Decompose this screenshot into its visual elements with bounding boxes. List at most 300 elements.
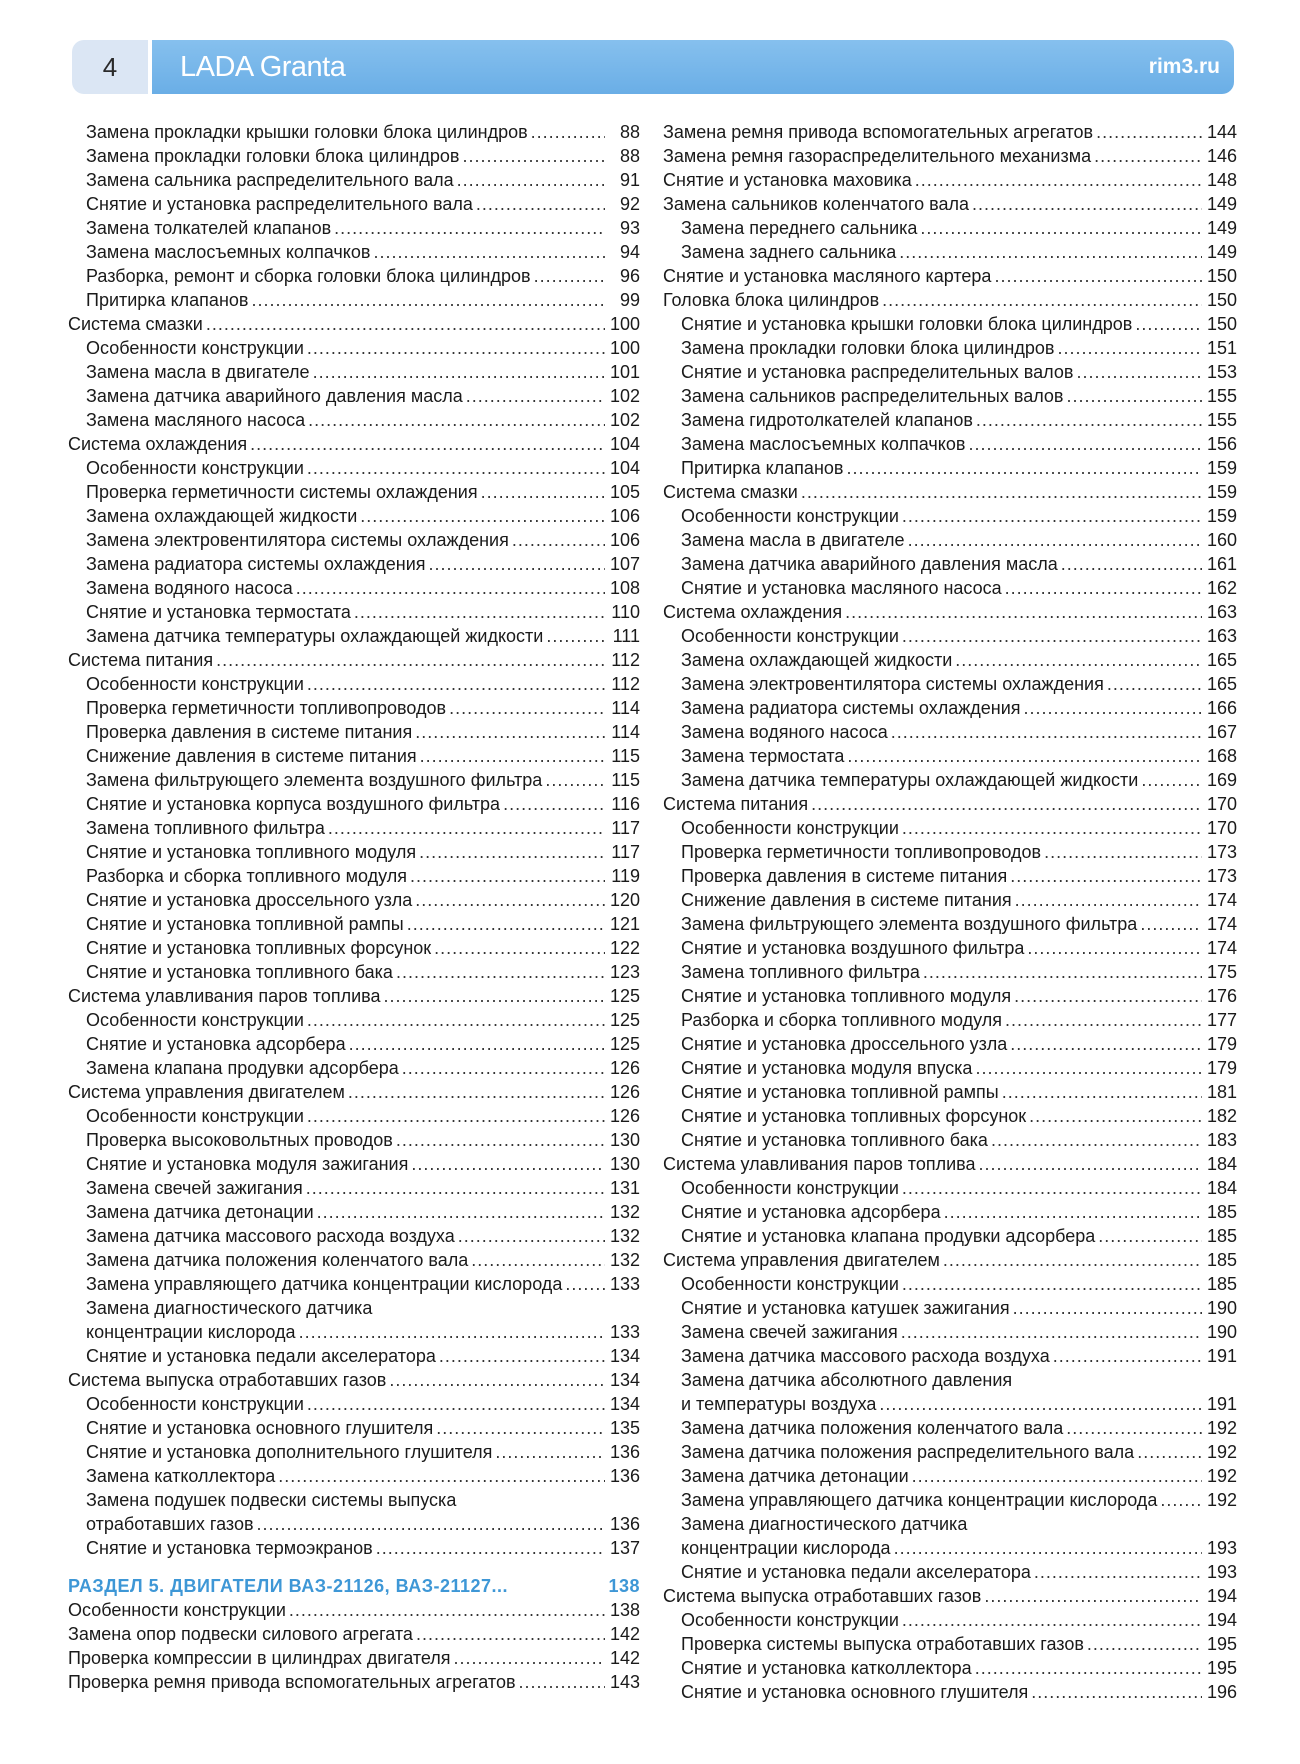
- toc-chapter-entry[interactable]: [663, 792, 1237, 816]
- toc-entry-title: Замена диагностического датчика: [681, 1514, 968, 1534]
- toc-entry[interactable]: [663, 816, 1237, 840]
- toc-entry[interactable]: [663, 1200, 1237, 1224]
- toc-entry-title: Особенности конструкции: [86, 674, 304, 694]
- toc-entry[interactable]: [663, 528, 1237, 552]
- toc-entry-title: Замена датчика положения коленчатого вала: [681, 1418, 1064, 1438]
- toc-dot-leader: [1094, 144, 1202, 168]
- toc-entry[interactable]: [68, 1416, 640, 1440]
- toc-dot-leader: [991, 1128, 1202, 1152]
- toc-dot-leader: [1076, 360, 1202, 384]
- toc-entry[interactable]: [663, 1440, 1237, 1464]
- toc-entry-title: Снятие и установка термоэкранов: [86, 1538, 373, 1558]
- toc-entry[interactable]: [663, 216, 1237, 240]
- toc-entry-title: Замена свечей зажигания: [86, 1178, 303, 1198]
- toc-entry[interactable]: [68, 672, 640, 696]
- toc-page-number: 156: [1206, 434, 1237, 454]
- toc-dot-leader: [296, 576, 605, 600]
- toc-entry[interactable]: [68, 696, 640, 720]
- toc-dot-leader: [402, 1056, 605, 1080]
- toc-entry[interactable]: [68, 1320, 640, 1344]
- toc-dot-leader: [471, 1248, 605, 1272]
- toc-entry[interactable]: [68, 624, 640, 648]
- toc-entry[interactable]: [68, 360, 640, 384]
- toc-entry[interactable]: [68, 192, 640, 216]
- toc-entry[interactable]: [663, 984, 1237, 1008]
- toc-chapter-entry[interactable]: [663, 1248, 1237, 1272]
- toc-entry-title: Замена масла в двигателе: [681, 530, 905, 550]
- toc-page-number: 163: [1206, 602, 1237, 622]
- toc-dot-leader: [1107, 672, 1202, 696]
- toc-page-number: 168: [1206, 746, 1237, 766]
- toc-entry-title: Снятие и установка педали акселератора: [86, 1346, 436, 1366]
- toc-entry[interactable]: [663, 240, 1237, 264]
- toc-entry-title: и температуры воздуха: [681, 1394, 877, 1414]
- toc-dot-leader: [503, 792, 605, 816]
- book-title: LADA Granta: [180, 51, 346, 83]
- toc-entry[interactable]: [663, 384, 1237, 408]
- toc-entry-title: Замена ремня газораспределительного механизма: [663, 146, 1092, 166]
- toc-entry[interactable]: [68, 1392, 640, 1416]
- toc-page-number: 146: [1206, 146, 1237, 166]
- toc-dot-leader: [307, 672, 605, 696]
- toc-page-number: 125: [609, 1034, 640, 1054]
- toc-entry[interactable]: [663, 1296, 1237, 1320]
- toc-entry[interactable]: [68, 456, 640, 480]
- toc-entry[interactable]: [68, 1224, 640, 1248]
- toc-page-number: 169: [1206, 770, 1237, 790]
- toc-entry-title: Замена переднего сальника: [681, 218, 918, 238]
- toc-dot-leader: [457, 168, 605, 192]
- toc-entry[interactable]: [68, 1032, 640, 1056]
- toc-entry-title: Снятие и установка распределительного вала: [86, 194, 473, 214]
- toc-dot-leader: [349, 1032, 605, 1056]
- toc-page-number: 170: [1206, 794, 1237, 814]
- toc-chapter-entry[interactable]: [68, 984, 640, 1008]
- toc-entry-title: Проверка давления в системе питания: [86, 722, 413, 742]
- toc-page-number: 134: [609, 1370, 640, 1390]
- toc-chapter-entry[interactable]: [663, 192, 1237, 216]
- toc-entry[interactable]: [663, 1056, 1237, 1080]
- toc-page-number: 136: [609, 1514, 640, 1534]
- toc-dot-leader: [976, 408, 1202, 432]
- toc-page-number: 144: [1206, 122, 1237, 142]
- toc-entry[interactable]: [663, 912, 1237, 936]
- toc-chapter-entry[interactable]: [663, 480, 1237, 504]
- toc-entry-title: Замена датчика массового расхода воздуха: [86, 1226, 455, 1246]
- toc-chapter-entry[interactable]: [68, 1646, 640, 1670]
- toc-entry[interactable]: [68, 336, 640, 360]
- toc-entry[interactable]: [68, 1128, 640, 1152]
- toc-chapter-entry[interactable]: [68, 312, 640, 336]
- toc-page-number: 184: [1206, 1178, 1237, 1198]
- toc-entry[interactable]: [663, 1320, 1237, 1344]
- toc-page-number: 112: [611, 650, 640, 670]
- toc-entry[interactable]: [68, 864, 640, 888]
- toc-dot-leader: [420, 744, 605, 768]
- toc-entry[interactable]: [663, 1656, 1237, 1680]
- toc-entry[interactable]: [663, 1224, 1237, 1248]
- toc-dot-leader: [389, 1368, 605, 1392]
- toc-page-number: 122: [609, 938, 640, 958]
- toc-entry[interactable]: [663, 1176, 1237, 1200]
- toc-chapter-entry[interactable]: [663, 264, 1237, 288]
- toc-dot-leader: [307, 1104, 605, 1128]
- toc-chapter-entry[interactable]: [663, 120, 1237, 144]
- toc-entry-title: Замена датчика детонации: [86, 1202, 314, 1222]
- toc-entry[interactable]: [68, 1440, 640, 1464]
- toc-entry-title: отработавших газов: [86, 1514, 254, 1534]
- toc-entry[interactable]: [68, 576, 640, 600]
- toc-entry[interactable]: [663, 1560, 1237, 1584]
- toc-entry[interactable]: [68, 888, 640, 912]
- toc-entry-title: Разборка, ремонт и сборка головки блока цилиндров: [86, 266, 531, 286]
- toc-entry[interactable]: [68, 1152, 640, 1176]
- toc-entry[interactable]: [663, 744, 1237, 768]
- toc-page-number: 179: [1206, 1034, 1237, 1054]
- toc-chapter-entry[interactable]: [663, 168, 1237, 192]
- toc-entry-title: Особенности конструкции: [86, 338, 304, 358]
- toc-entry[interactable]: [68, 912, 640, 936]
- toc-entry[interactable]: [68, 144, 640, 168]
- toc-entry[interactable]: [68, 168, 640, 192]
- toc-entry-title: Система смазки: [68, 314, 203, 334]
- toc-dot-leader: [944, 1200, 1202, 1224]
- toc-dot-leader: [979, 1152, 1202, 1176]
- toc-entry-title: Система управления двигателем: [663, 1250, 940, 1270]
- toc-entry[interactable]: [663, 888, 1237, 912]
- toc-entry[interactable]: [68, 720, 640, 744]
- toc-entry[interactable]: [663, 552, 1237, 576]
- toc-page-number: 125: [609, 986, 640, 1006]
- toc-entry-title: Снятие и установка педали акселератора: [681, 1562, 1031, 1582]
- toc-chapter-entry[interactable]: [68, 1622, 640, 1646]
- toc-entry-title: Система охлаждения: [663, 602, 843, 622]
- toc-page-number: 100: [609, 314, 640, 334]
- toc-entry[interactable]: [663, 1416, 1237, 1440]
- toc-page-number: 151: [1206, 338, 1237, 358]
- toc-entry[interactable]: [68, 552, 640, 576]
- toc-entry[interactable]: [663, 1392, 1237, 1416]
- toc-entry-title: РАЗДЕЛ 5. ДВИГАТЕЛИ ВАЗ-21126, ВАЗ-21127...: [68, 1576, 509, 1596]
- toc-entry[interactable]: [68, 1512, 640, 1536]
- toc-entry[interactable]: [68, 504, 640, 528]
- toc-entry[interactable]: [663, 840, 1237, 864]
- toc-dot-leader: [1029, 1104, 1202, 1128]
- toc-entry[interactable]: [663, 1536, 1237, 1560]
- toc-entry[interactable]: [68, 288, 640, 312]
- toc-section-heading[interactable]: [68, 1574, 640, 1598]
- toc-chapter-entry[interactable]: [68, 1368, 640, 1392]
- toc-dot-leader: [462, 144, 605, 168]
- toc-entry-title: Особенности конструкции: [681, 1610, 899, 1630]
- toc-entry-title: Система смазки: [663, 482, 798, 502]
- toc-entry[interactable]: [68, 264, 640, 288]
- toc-entry-title: Замена толкателей клапанов: [86, 218, 332, 238]
- toc-entry[interactable]: [68, 120, 640, 144]
- toc-dot-leader: [847, 744, 1202, 768]
- toc-entry-title: Снятие и установка клапана продувки адсорбера: [681, 1226, 1096, 1246]
- toc-entry[interactable]: [663, 1464, 1237, 1488]
- toc-entry[interactable]: [663, 456, 1237, 480]
- toc-entry[interactable]: [663, 936, 1237, 960]
- toc-entry-title: Снятие и установка топливного бака: [86, 962, 393, 982]
- toc-entry-title: Снятие и установка воздушного фильтра: [681, 938, 1025, 958]
- toc-entry[interactable]: [663, 1488, 1237, 1512]
- toc-dot-leader: [481, 480, 605, 504]
- toc-entry-title: Замена ремня привода вспомогательных агрегатов: [663, 122, 1094, 142]
- toc-entry-title: Снятие и установка топливных форсунок: [86, 938, 432, 958]
- toc-dot-leader: [1024, 696, 1202, 720]
- toc-page-number: 101: [609, 362, 640, 382]
- toc-entry[interactable]: [663, 360, 1237, 384]
- toc-entry[interactable]: [68, 1344, 640, 1368]
- toc-entry[interactable]: [68, 1008, 640, 1032]
- toc-entry[interactable]: [663, 1104, 1237, 1128]
- toc-entry[interactable]: [68, 768, 640, 792]
- toc-dot-leader: [458, 1224, 605, 1248]
- toc-page-number: 192: [1206, 1490, 1237, 1510]
- toc-entry-title: Замена радиатора системы охлаждения: [86, 554, 426, 574]
- toc-page-number: 195: [1206, 1634, 1237, 1654]
- toc-entry[interactable]: [68, 816, 640, 840]
- toc-entry[interactable]: [663, 1680, 1237, 1704]
- toc-entry-title: Снижение давления в системе питания: [86, 746, 417, 766]
- toc-dot-leader: [307, 336, 605, 360]
- toc-entry[interactable]: [68, 480, 640, 504]
- toc-entry[interactable]: [663, 648, 1237, 672]
- toc-entry[interactable]: [68, 240, 640, 264]
- toc-entry-title: Система питания: [68, 650, 214, 670]
- toc-chapter-entry[interactable]: [68, 1080, 640, 1104]
- toc-page-number: 102: [609, 386, 640, 406]
- toc-page-number: 93: [619, 218, 640, 238]
- toc-entry[interactable]: [68, 1104, 640, 1128]
- toc-dot-leader: [882, 288, 1202, 312]
- toc-entry[interactable]: [663, 1368, 1237, 1392]
- toc-entry-title: Снятие и установка масляного картера: [663, 266, 992, 286]
- toc-entry-title: Снятие и установка топливного бака: [681, 1130, 988, 1150]
- toc-entry-title: Притирка клапанов: [681, 458, 844, 478]
- toc-dot-leader: [1005, 576, 1202, 600]
- toc-entry[interactable]: [68, 936, 640, 960]
- toc-page-number: 88: [619, 146, 640, 166]
- toc-dot-leader: [899, 240, 1202, 264]
- toc-page-number: 111: [612, 626, 640, 646]
- toc-page-number: 132: [609, 1226, 640, 1246]
- toc-entry-title: Система охлаждения: [68, 434, 248, 454]
- toc-dot-leader: [416, 1622, 605, 1646]
- toc-chapter-entry[interactable]: [663, 144, 1237, 168]
- toc-entry-title: Замена сальника распределительного вала: [86, 170, 454, 190]
- toc-entry[interactable]: [663, 408, 1237, 432]
- toc-entry[interactable]: [663, 1632, 1237, 1656]
- toc-entry-title: Снятие и установка распределительных валов: [681, 362, 1074, 382]
- toc-entry-title: Замена водяного насоса: [681, 722, 888, 742]
- toc-page-number: 143: [609, 1672, 640, 1692]
- toc-entry-title: Замена подушек подвески системы выпуска: [86, 1490, 457, 1510]
- toc-entry[interactable]: [663, 720, 1237, 744]
- toc-entry[interactable]: [663, 504, 1237, 528]
- toc-page-number: 150: [1206, 314, 1237, 334]
- toc-dot-leader: [1098, 1224, 1202, 1248]
- toc-entry[interactable]: [68, 744, 640, 768]
- toc-entry[interactable]: [68, 1464, 640, 1488]
- toc-entry[interactable]: [663, 768, 1237, 792]
- toc-entry[interactable]: [68, 960, 640, 984]
- toc-dot-leader: [1137, 1440, 1202, 1464]
- toc-page-number: 133: [609, 1322, 640, 1342]
- toc-entry-title: Проверка герметичности топливопроводов: [86, 698, 447, 718]
- toc-entry-title: Разборка и сборка топливного модуля: [681, 1010, 1002, 1030]
- toc-page-number: 105: [609, 482, 640, 502]
- toc-entry[interactable]: [68, 1248, 640, 1272]
- toc-dot-leader: [289, 1598, 605, 1622]
- toc-dot-leader: [531, 120, 605, 144]
- toc-entry[interactable]: [663, 576, 1237, 600]
- toc-entry[interactable]: [663, 960, 1237, 984]
- toc-entry[interactable]: [663, 336, 1237, 360]
- toc-chapter-entry[interactable]: [663, 288, 1237, 312]
- toc-entry[interactable]: [68, 1536, 640, 1560]
- site-url: rim3.ru: [1148, 55, 1220, 78]
- toc-chapter-entry[interactable]: [68, 432, 640, 456]
- toc-entry-title: Замена электровентилятора системы охлаждения: [681, 674, 1104, 694]
- toc-entry-title: Особенности конструкции: [86, 1394, 304, 1414]
- toc-page-number: 104: [609, 434, 640, 454]
- toc-dot-leader: [1027, 936, 1202, 960]
- toc-entry[interactable]: [663, 1032, 1237, 1056]
- toc-entry[interactable]: [663, 1080, 1237, 1104]
- toc-entry[interactable]: [68, 528, 640, 552]
- toc-chapter-entry[interactable]: [68, 648, 640, 672]
- toc-page-number: 142: [609, 1624, 640, 1644]
- toc-dot-leader: [920, 216, 1202, 240]
- toc-entry[interactable]: [663, 1344, 1237, 1368]
- toc-entry[interactable]: [663, 432, 1237, 456]
- toc-entry-title: Замена топливного фильтра: [681, 962, 920, 982]
- toc-entry-title: Замена прокладки головки блока цилиндров: [86, 146, 460, 166]
- toc-dot-leader: [328, 816, 605, 840]
- toc-entry-title: Снижение давления в системе питания: [681, 890, 1012, 910]
- toc-dot-leader: [1002, 1080, 1202, 1104]
- toc-page-number: 117: [611, 818, 640, 838]
- toc-entry[interactable]: [663, 1608, 1237, 1632]
- toc-entry-title: Замена датчика аварийного давления масла: [681, 554, 1058, 574]
- toc-chapter-entry[interactable]: [68, 1670, 640, 1694]
- toc-dot-leader: [407, 912, 605, 936]
- toc-entry-title: Особенности конструкции: [68, 1600, 286, 1620]
- toc-entry[interactable]: [68, 840, 640, 864]
- toc-entry[interactable]: [68, 600, 640, 624]
- toc-page-number: 94: [619, 242, 640, 262]
- toc-entry-title: Снятие и установка катушек зажигания: [681, 1298, 1010, 1318]
- toc-entry[interactable]: [663, 1272, 1237, 1296]
- toc-entry[interactable]: [68, 1272, 640, 1296]
- toc-entry[interactable]: [663, 1128, 1237, 1152]
- toc-dot-leader: [968, 432, 1202, 456]
- toc-page-number: 148: [1206, 170, 1237, 190]
- toc-page-number: 110: [611, 602, 640, 622]
- toc-page-number: 195: [1206, 1658, 1237, 1678]
- toc-entry[interactable]: [663, 624, 1237, 648]
- toc-entry-title: Система улавливания паров топлива: [663, 1154, 976, 1174]
- toc-dot-leader: [360, 504, 605, 528]
- toc-entry[interactable]: [663, 696, 1237, 720]
- toc-page-number: 194: [1206, 1610, 1237, 1630]
- toc-page-number: 192: [1206, 1418, 1237, 1438]
- toc-entry-title: Снятие и установка основного глушителя: [681, 1682, 1029, 1702]
- header-bar: [152, 40, 1234, 94]
- toc-entry-title: Замена датчика аварийного давления масла: [86, 386, 463, 406]
- toc-dot-leader: [317, 1200, 605, 1224]
- toc-dot-leader: [1053, 1344, 1202, 1368]
- toc-page-number: 166: [1206, 698, 1237, 718]
- toc-dot-leader: [384, 984, 605, 1008]
- toc-entry[interactable]: [68, 216, 640, 240]
- toc-entry[interactable]: [663, 1512, 1237, 1536]
- toc-entry[interactable]: [663, 864, 1237, 888]
- page-header: [72, 40, 1234, 94]
- toc-page-number: 150: [1206, 290, 1237, 310]
- toc-page-number: 170: [1206, 818, 1237, 838]
- toc-dot-leader: [912, 1464, 1202, 1488]
- toc-entry[interactable]: [68, 408, 640, 432]
- toc-dot-leader: [975, 1056, 1202, 1080]
- toc-dot-leader: [348, 1080, 605, 1104]
- toc-entry-title: Снятие и установка топливных форсунок: [681, 1106, 1027, 1126]
- toc-entry[interactable]: [68, 1176, 640, 1200]
- toc-entry-title: Особенности конструкции: [86, 1010, 304, 1030]
- toc-entry[interactable]: [68, 1488, 640, 1512]
- toc-dot-leader: [1141, 768, 1202, 792]
- toc-entry[interactable]: [663, 312, 1237, 336]
- toc-page-number: 126: [609, 1082, 640, 1102]
- toc-chapter-entry[interactable]: [663, 1584, 1237, 1608]
- toc-page-number: 134: [609, 1394, 640, 1414]
- toc-page-number: 160: [1206, 530, 1237, 550]
- toc-entry[interactable]: [68, 1200, 640, 1224]
- toc-dot-leader: [307, 1008, 605, 1032]
- toc-entry[interactable]: [663, 1008, 1237, 1032]
- toc-entry[interactable]: [68, 792, 640, 816]
- toc-chapter-entry[interactable]: [663, 1152, 1237, 1176]
- toc-page-number: 149: [1206, 194, 1237, 214]
- toc-page-number: 162: [1206, 578, 1237, 598]
- toc-dot-leader: [307, 1392, 605, 1416]
- toc-page-number: 130: [609, 1154, 640, 1174]
- toc-dot-leader: [972, 192, 1202, 216]
- toc-chapter-entry[interactable]: [663, 600, 1237, 624]
- toc-page-number: 138: [608, 1576, 640, 1596]
- toc-left-column: [68, 120, 640, 1694]
- toc-entry[interactable]: [68, 384, 640, 408]
- toc-entry-title: Замена маслосъемных колпачков: [86, 242, 371, 262]
- toc-dot-leader: [454, 1646, 605, 1670]
- toc-entry[interactable]: [68, 1056, 640, 1080]
- toc-entry-title: Замена сальников распределительных валов: [681, 386, 1064, 406]
- toc-page-number: 191: [1206, 1394, 1237, 1414]
- toc-entry-title: Система управления двигателем: [68, 1082, 345, 1102]
- toc-entry[interactable]: [663, 672, 1237, 696]
- toc-entry-title: Замена маслосъемных колпачков: [681, 434, 966, 454]
- toc-entry-title: Снятие и установка адсорбера: [86, 1034, 346, 1054]
- toc-dot-leader: [915, 168, 1202, 192]
- toc-chapter-entry[interactable]: [68, 1598, 640, 1622]
- toc-spacer: [68, 1560, 640, 1574]
- toc-entry-title: Замена водяного насоса: [86, 578, 293, 598]
- toc-entry-title: Снятие и установка топливного модуля: [681, 986, 1012, 1006]
- toc-entry[interactable]: [68, 1296, 640, 1320]
